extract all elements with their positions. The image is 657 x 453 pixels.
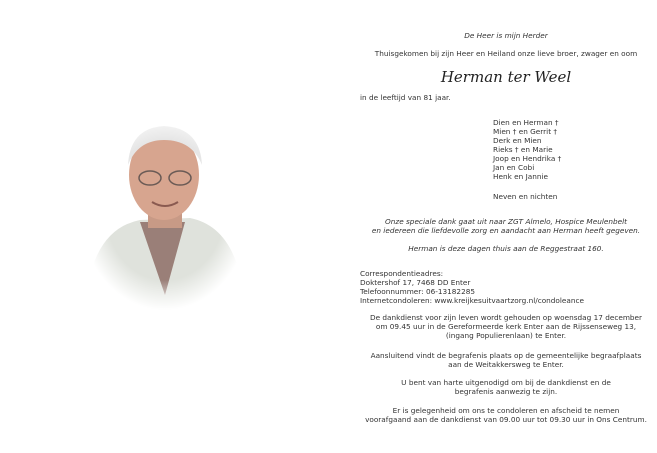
condolence-line: Er is gelegenheid om ons te condoleren en afscheid te nemen <box>392 406 620 415</box>
condolence-line: voorafgaand aan de dankdienst van 09.00 uur tot 09.30 uur in Ons Centrum. <box>365 415 647 424</box>
thanks-line: Onze speciale dank gaat uit naar ZGT Almelo, Hospice Meulenbelt <box>385 217 627 226</box>
invite-line: U bent van harte uitgenodigd om bij de dankdienst en de <box>401 378 611 387</box>
contact-phone: Telefoonnummer: 06-13182285 <box>360 287 476 296</box>
intro-text: Thuisgekomen bij zijn Heer en Heiland onze lieve broer, zwager en oom <box>374 49 638 58</box>
contact-website[interactable]: Internetcondoleren: www.kreijkesuitvaartzorg.nl/condoleance <box>360 296 585 305</box>
family-list <box>493 118 561 181</box>
home-line: Herman is deze dagen thuis aan de Reggestraat 160. <box>408 244 604 253</box>
family-member: Rieks † en Marie <box>493 145 553 154</box>
thanks-line: en iedereen die liefdevolle zorg en aandacht aan Herman heeft gegeven. <box>371 226 641 235</box>
contact-address: Doktershof 17, 7468 DD Enter <box>360 278 471 287</box>
age-line: in de leeftijd van 81 jaar. <box>360 93 451 102</box>
family-member: Jan en Cobi <box>493 163 535 172</box>
burial-line: aan de Weitakkersweg te Enter. <box>448 360 564 369</box>
contact-heading: Correspondentieadres: <box>360 269 444 278</box>
cousins: Neven en nichten <box>493 192 558 201</box>
family-member: Derk en Mien <box>493 136 542 145</box>
family-member: Mien † en Gerrit † <box>493 127 558 136</box>
service-line: om 09.45 uur in de Gereformeerde kerk Enter aan de Rijssenseweg 13, <box>375 322 637 331</box>
service-line: (ingang Populierenlaan) te Enter. <box>445 331 567 340</box>
family-member: Joop en Hendrika † <box>493 154 562 163</box>
service-line: De dankdienst voor zijn leven wordt gehouden op woensdag 17 december <box>369 313 643 322</box>
family-member: Henk en Jannie <box>493 172 548 181</box>
family-member: Dien en Herman † <box>493 118 559 127</box>
deceased-name: Herman ter Weel <box>440 68 572 86</box>
portrait-photo <box>80 110 250 310</box>
burial-line: Aansluitend vindt de begrafenis plaats op de gemeentelijke begraafplaats <box>370 351 642 360</box>
motto: De Heer is mijn Herder <box>464 31 548 40</box>
invite-line: begrafenis aanwezig te zijn. <box>454 387 558 396</box>
